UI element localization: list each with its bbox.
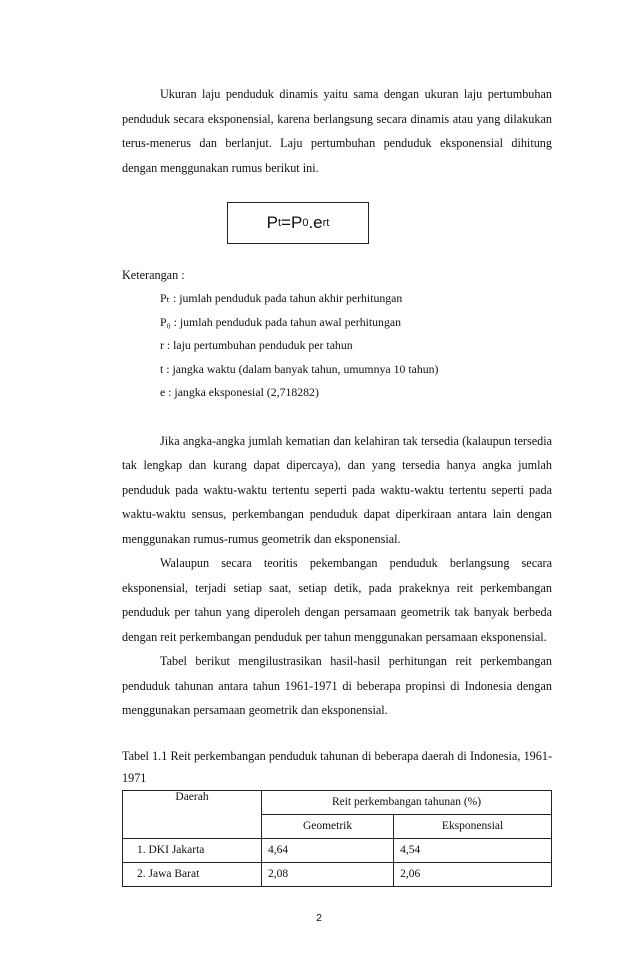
keterangan-item: e : jangka eksponesial (2,718282) bbox=[160, 385, 319, 399]
cell-geometrik: 2,08 bbox=[262, 862, 394, 886]
header-geometrik: Geometrik bbox=[262, 814, 394, 838]
cell-eksponensial: 2,06 bbox=[394, 862, 552, 886]
formula-zero-subscript: 0 bbox=[302, 217, 309, 229]
keterangan-item: Pₜ : jumlah penduduk pada tahun akhir perhitungan bbox=[160, 291, 403, 305]
cell-daerah: 2. Jawa Barat bbox=[123, 862, 262, 886]
table-row bbox=[123, 838, 552, 862]
page-number: 2 bbox=[316, 912, 322, 924]
formula-p: P bbox=[266, 213, 278, 232]
formula-area bbox=[122, 180, 552, 250]
cell-eksponensial: 4,54 bbox=[394, 838, 552, 862]
document-body bbox=[122, 82, 552, 887]
cell-daerah: 1. DKI Jakarta bbox=[123, 838, 262, 862]
table-caption: Tabel 1.1 Reit perkembangan penduduk tahunan di beberapa daerah di Indonesia, 1961-1971 bbox=[122, 748, 552, 785]
keterangan-item: t : jangka waktu (dalam banyak tahun, umumnya 10 tahun) bbox=[160, 361, 439, 376]
paragraph-table-intro: Tabel berikut mengilustrasikan hasil-hasil perhitungan reit perkembangan penduduk tahunan antara tahun 1961-1971 di beberapa propinsi di Indonesia dengan menggunakan persamaan geometrik dan eksponensial. bbox=[122, 654, 552, 717]
paragraph-intro: Ukuran laju penduduk dinamis yaitu sama dengan ukuran laju pertumbuhan penduduk secara eksponensial, karena berlangsung secara dinamis atau yang dilakukan terus-menerus dan berlanjut. Laju pertumbuhan penduduk eksponensial dihitung dengan menggunakan rumus berikut ini. bbox=[122, 87, 552, 175]
growth-formula-box bbox=[227, 202, 369, 244]
keterangan-item: P₀ : jumlah penduduk pada tahun awal perhitungan bbox=[160, 314, 401, 329]
header-eksponensial: Eksponensial bbox=[394, 814, 552, 838]
table-row bbox=[123, 862, 552, 886]
keterangan-list bbox=[122, 287, 552, 405]
formula-equals-p: =P bbox=[281, 213, 303, 232]
header-reit: Reit perkembangan tahunan (%) bbox=[262, 790, 552, 814]
paragraph-theory: Walaupun secara teoritis pekembangan penduduk berlangsung secara eksponensial, terjadi setiap saat, setiap detik, pada prakeknya reit perkembangan penduduk per tahun yang diperoleh dengan persamaan geometrik tak banyak berbeda dengan reit perkembangan penduduk per tahun menggunakan persamaan eksponensial. bbox=[122, 556, 552, 644]
keterangan-title: Keterangan : bbox=[122, 268, 185, 282]
growth-rate-table bbox=[122, 790, 552, 887]
keterangan-item: r : laju pertumbuhan penduduk per tahun bbox=[160, 338, 353, 352]
formula-t-subscript: t bbox=[277, 217, 282, 229]
paragraph-estimation: Jika angka-angka jumlah kematian dan kelahiran tak tersedia (kalaupun tersedia tak lengkap dan kurang dapat dipercaya), dan yang tersedia hanya angka jumlah penduduk pada waktu-waktu tertentu seperti pada waktu-waktu tertentu seperti pada waktu-waktu sensus, perkembangan penduduk dapat diperkiraan antara lain dengan menggunakan rumus-rumus geometrik dan eksponensial. bbox=[122, 433, 552, 546]
cell-geometrik: 4,64 bbox=[262, 838, 394, 862]
header-daerah: Daerah bbox=[123, 790, 262, 838]
formula-rt-superscript: rt bbox=[322, 217, 330, 229]
formula-e: .e bbox=[308, 213, 323, 232]
